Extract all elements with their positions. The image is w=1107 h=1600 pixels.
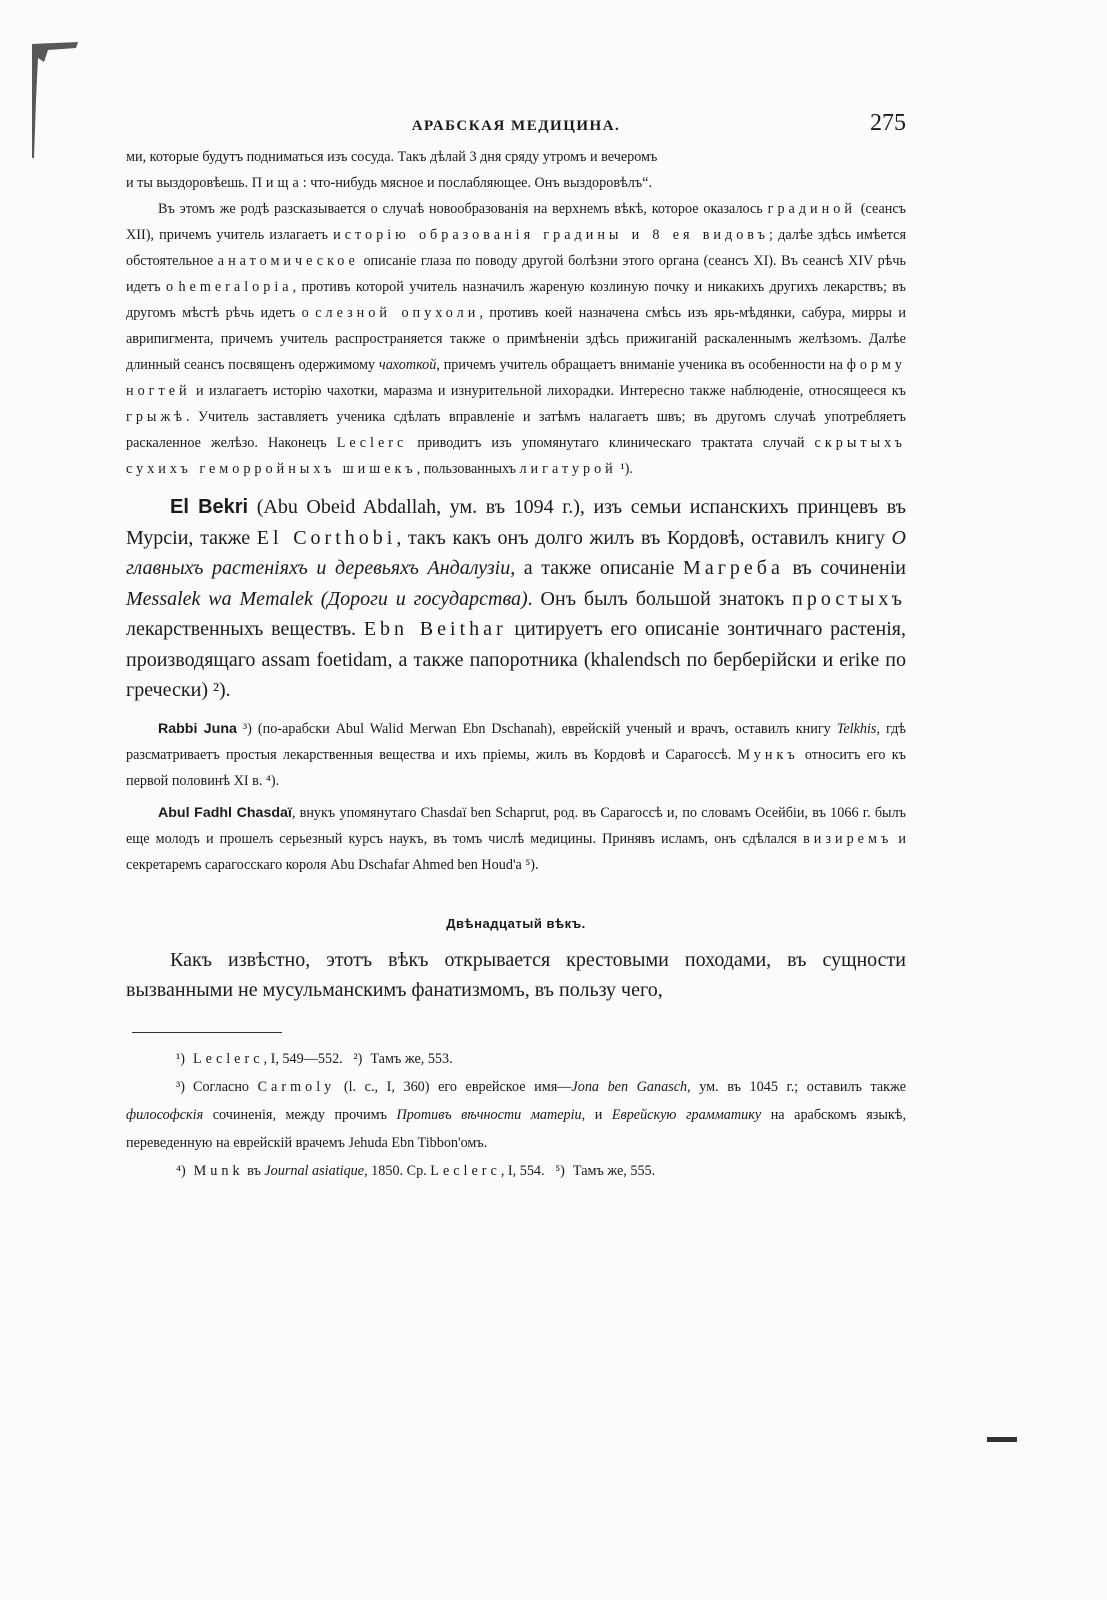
name-el-bekri: El Bekri bbox=[170, 496, 249, 518]
footnote-3: ³) Согласно Carmoly (l. c., I, 360) его еврейское имя—Jona ben Ganasch, ум. въ 1045 г.; оставилъ также философскія сочиненія, между прочимъ Противъ вѣчности матеріи, и Еврейскую грамматику на арабскомъ языкѣ, переведенную на еврейскій врачемъ Jehuda Ebn Tibbon'омъ. bbox=[126, 1078, 907, 1151]
footnote-1-2: ¹) Leclerc, I, 549—552. ²) Тамъ же, 553. bbox=[176, 1050, 453, 1067]
section-heading: Двѣнадцатый вѣкъ. bbox=[446, 915, 586, 931]
paragraph-abul-fadhl: Abul Fadhl Chasdaï, внукъ упомянутаго Chasdaï ben Schaprut, род. въ Сарагоссѣ и, по словамъ Осейбіи, въ 1066 г. былъ еще молодъ и прошелъ серьезный курсъ наукъ, въ томъ числѣ медицины. Принявъ исламъ, онъ сдѣлался визиремъ и секретаремъ сарагосскаго короля Abu Dschafar Ahmed ben Houd'a ⁵). bbox=[126, 804, 907, 873]
paragraph-cases: Въ этомъ же родѣ разсказывается о случаѣ новообразованія на верхнемъ вѣкѣ, которое оказалось градиной (сеансъ XII), причемъ учитель излагаетъ исторію образованія градины и 8 ея видовъ; далѣе здѣсь имѣется обстоятельное анатомическое описаніе глаза по поводу другой болѣзни этого органа (сеансъ XI). Въ сеансѣ XIV рѣчь идетъ о hemeralopia, противъ которой учитель назначилъ жареную козлиную почку и никакихъ другихъ лекарствъ; въ другомъ мѣстѣ рѣчь идетъ о слезной опухоли, противъ коей назначена смѣсь изъ ярь-мѣдянки, сабура, мирры и аврипигмента, причемъ учитель распространяется также о примѣненіи здѣсь прижиганій раскаленнымъ желѣзомъ. Далѣе длинный сеансъ посвященъ одержимому чахоткой, причемъ учитель обращаетъ вниманіе ученика въ особенности на форму ногтей и излагаетъ исторію чахотки, маразма и изнурительной лихорадки. Интересно также наблюденіе, относящееся къ грыжѣ. Учитель заставляетъ ученика сдѣлать вправленіе и затѣмъ налагаетъ швъ; въ другомъ случаѣ употребляетъ раскаленное желѣзо. Наконецъ Leclerc приводитъ изъ упомянутаго клиническаго трактата случай скрытыхъ сухихъ геморройныхъ шишекъ, пользованныхъ лигатурой ¹). bbox=[126, 201, 906, 477]
footnote-rule bbox=[132, 1032, 282, 1033]
paragraph-continuation: ми, которые будутъ подниматься изъ сосуда. Такъ дѣлай 3 дня сряду утромъ и вечеромъ и ты выздоровѣешь. Пища: что-нибудь мясное и послабляющее. Онъ выздоровѣлъ“. bbox=[126, 149, 658, 191]
scan-edge-mark bbox=[28, 40, 88, 160]
paragraph-el-bekri: El Bekri (Abu Obeid Abdallah, ум. въ 1094 г.), изъ семьи испанскихъ принцевъ въ Мурсіи, также El Corthobi, такъ какъ онъ долго жилъ въ Кордовѣ, оставилъ книгу О главныхъ растеніяхъ и деревьяхъ Андалузіи, а также описаніе Магреба въ сочиненіи Messalek wa Memalek (Дороги и государства). Онъ былъ большой знатокъ простыхъ лекарственныхъ веществъ. Ebn Beithar цитируетъ его описаніе зонтичнаго растенія, производящаго assam foetidam, а также папоротника (khalendsch по берберійски и erike по гречески) ²). bbox=[126, 496, 907, 701]
footnote-4-5: ⁴) Munk въ Journal asiatique, 1850. Ср. Leclerc, I, 554. ⁵) Тамъ же, 555. bbox=[176, 1162, 656, 1179]
running-head bbox=[126, 104, 906, 144]
page-number: 275 bbox=[870, 110, 906, 136]
name-abul-fadhl: Abul Fadhl Chasdaï bbox=[158, 804, 292, 821]
page bbox=[126, 104, 906, 1185]
scan-corner-mark bbox=[987, 1437, 1017, 1442]
name-rabbi-juna: Rabbi Juna bbox=[158, 720, 237, 737]
paragraph-rabbi-juna: Rabbi Juna ³) (по-арабски Abul Walid Merwan Ebn Dschanah), еврейскій ученый и врачъ, оставилъ книгу Telkhis, гдѣ разсматриваетъ простыя лекарственныя вещества и ихъ пріемы, жилъ въ Кордовѣ и Сарагоссѣ. Мункъ относитъ его къ первой половинѣ XI в. ⁴). bbox=[126, 720, 907, 789]
paragraph-twelfth-century: Какъ извѣстно, этотъ вѣкъ открывается крестовыми походами, въ сущности вызванными не мусульманскимъ фанатизмомъ, въ пользу чего, bbox=[126, 948, 906, 1001]
running-title: АРАБСКАЯ МЕДИЦИНА. bbox=[411, 118, 621, 134]
